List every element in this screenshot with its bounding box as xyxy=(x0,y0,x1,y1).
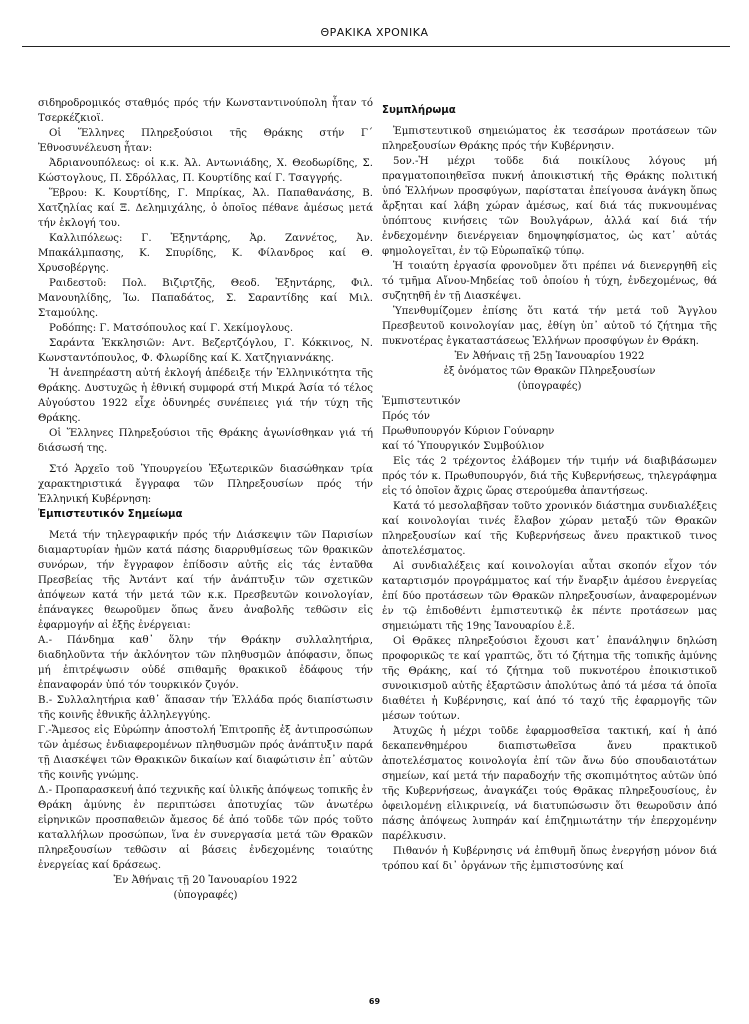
signatures-note: (ὑπογραφές) xyxy=(517,381,582,392)
paragraph: Οἱ Θρᾶκες πληρεξούσιοι ἔχουσι κατ᾿ ἐπανάληψιν δηλώση προφορικῶς τε καί γραπτῶς, ὅτι τό ζήτημα τῆς τοπικῆς ἀμύνης τῆς Θράκης, καί τό ζήτημα τοῦ πυκνοτέρου ἐποικιστικοῦ συνοικισμοῦ αὐτῆς ἐξαρτῶσιν ἀπολύτως ἀπό τά μέσα τά ὁποῖα διαθέτει ἡ Κυβέρνησις, καί ἀπό τό ταχύ τῆς ἐφαρμογῆς τῶν μέσων τούτων. xyxy=(382,636,717,722)
paragraph: Οἱ Ἕλληνες Πληρεξούσιοι τῆς Θράκης ἀγωνίσθηκαν γιά τή διάσωσή της. xyxy=(38,428,373,454)
page-number: 69 xyxy=(368,997,381,1006)
letter-addressee: καί τό Ὑπουργικόν Συμβούλιον xyxy=(382,441,545,452)
paragraph: Οἱ Ἕλληνες Πληρεξούσιοι τῆς Θράκης στήν Γ΄ Ἐθνοσυνέλευση ἦταν: xyxy=(38,128,373,154)
letter-addressee: Πρός τόν xyxy=(382,411,430,422)
signature-date: Ἐν Ἀθήναις τῇ 25ῃ Ἰανουαρίου 1922 xyxy=(454,351,645,362)
paragraph: Β.- Συλλαλητήρια καθ᾿ ἅπασαν τήν Ἑλλάδα πρός διαπίστωσιν τῆς κοινῆς ἐθνικῆς ἀλληλεγγύης. xyxy=(38,695,373,721)
paragraph: Ροδόπης: Γ. Ματσόπουλος καί Γ. Χεκίμογλους. xyxy=(49,323,294,334)
paragraph: Αἱ συνδιαλέξεις καί κοινολογίαι αὗται σκοπόν εἶχον τόν καταρτισμόν προγράμματος καί τήν ἔναρξιν ἀμέσου ἐνεργείας ἐπί δύο προτάσεων τῶν Θρακῶν πληρεξουσίων, ἀναφερομένων ἐν τῷ ἐπιδοθέντι ἐμπιστευτικῷ ἐκ πέντε προτάσεων μας σημειώματι τῆς 19ης Ἰανουαρίου ἐ.ἔ. xyxy=(382,561,717,632)
paragraph: Πιθανόν ἡ Κυβέρνησις νά ἐπιθυμῆ ὅπως ἐνεργήσῃ μόνον διά τρόπου καί δι᾿ ὀργάνων τῆς ἐμπιστοσύνης καί xyxy=(382,846,717,872)
paragraph: Ραιδεστοῦ: Πολ. Βιζιρτζῆς, Θεοδ. Ἐξηντάρης, Φιλ. Μανουηλίδης, Ἰω. Παπαδάτος, Σ. Σαραντίδης καί Μιλ. Σταμούλης. xyxy=(38,278,373,319)
paragraph: Ἀτυχῶς ἡ μέχρι τοῦδε ἐφαρμοσθεῖσα τακτική, καί ἡ ἀπό δεκαπενθημέρου διαπιστωθεῖσα ἄνευ πρακτικοῦ ἀποτελέσματος κοινολογία ἐπί τῶν ἄνω δύο σπουδαιοτάτων σημείων, καί μετά τήν παραδοχήν τῆς σκοπιμότητος αὐτῶν ὑπό τῆς Κυβερνήσεως, ἀναγκάζει τούς Θρᾶκας πληρεξουσίους, ἐν ὀφειλομένῃ εἰλικρινείᾳ, νά διατυπώσωσιν ὅτι θεωροῦσιν ἀπό πάσης ἀπόψεως λυπηράν καί ἐπιζημιωτάτην τήν ἐπερχομένην παρέλκυσιν. xyxy=(382,726,717,842)
paragraph: Ἡ τοιαύτη ἐργασία φρονοῦμεν ὅτι πρέπει νά διενεργηθῆ εἰς τό τμῆμα Αἴνου-Μηδείας τοῦ ὁποίου ἡ τύχη, ἐνδεχομένως, θά συζητηθῆ ἐν τῇ Διασκέψει. xyxy=(382,261,717,302)
paragraph: Στό Ἀρχεῖο τοῦ Ὑπουργείου Ἐξωτερικῶν διασώθηκαν τρία χαρακτηριστικά ἔγγραφα τῶν Πληρεξουσίων πρός τήν Ἑλληνική Κυβέρνηση: xyxy=(38,464,373,505)
paragraph: Κατά τό μεσολαβῆσαν τοῦτο χρονικόν διάστημα συνδιαλέξεις καί κοινολογίαι τινές ἔλαβον χώραν μεταξύ τῶν Θρακῶν πληρεξουσίων καί τῆς Κυβερνήσεως ἄνευ πρακτικοῦ τινος ἀποτελέσματος. xyxy=(382,501,717,557)
paragraph: Ἀδριανουπόλεως: οἱ κ.κ. Ἀλ. Αντωνιάδης, Χ. Θεοδωρίδης, Σ. Κώστογλους, Π. Σδρόλλας, Π. Κουρτίδης καί Γ. Τσαγγρής. xyxy=(38,158,373,184)
signature-on-behalf: ἐξ ὀνόματος τῶν Θρακῶν Πληρεξουσίων xyxy=(443,366,656,377)
signature-date: Ἐν Ἀθήναις τῇ 20 Ἰανουαρίου 1922 xyxy=(113,875,298,886)
paragraph: Μετά τήν τηλεγραφικήν πρός τήν Διάσκεψιν τῶν Παρισίων διαμαρτυρίαν ἡμῶν κατά πάσης διαρρυθμίσεως τῶν θρακικῶν συνόρων, τήν ἔγγραφον ἐπίδοσιν αὐτῆς εἰς τάς ἐνταῦθα Πρεσβείας τῆς Ἀντάντ καί τήν ἀνάπτυξιν τῶν σχετικῶν ἀπόψεων κατά τήν μετά τῶν κ.κ. Πρεσβευτῶν κοινολογίαν, ἐπάναγκες θεωροῦμεν ὅπως ἄνευ ἀναβολῆς τεθῶσιν εἰς ἐφαρμογήν αἱ ἑξῆς ἐνέργειαι: xyxy=(38,530,373,631)
signatures-note: (ὑπογραφές) xyxy=(173,890,238,901)
section-heading: Συμπλήρωμα xyxy=(382,105,456,116)
paragraph: Ἡ ἀνεπηρέαστη αὐτή ἐκλογή ἀπέδειξε τήν Ἑλληνικότητα τῆς Θράκης. Δυστυχῶς ἡ ἐθνική συμφορά στή Μικρά Ἀσία τό τέλος Αὐγούστου 1922 εἶχε ὀδυνηρές συνέπειες γιά τήν τύχη τῆς Θράκης. xyxy=(38,368,373,424)
paragraph: Καλλιπόλεως: Γ. Ἐξηντάρης, Ἀρ. Ζαννέτος, Ἀν. Μπακάλμπασης, Κ. Σπυρίδης, Κ. Φίλανδρος καί Θ. Χρυσοβέργης. xyxy=(38,233,373,274)
paragraph: σιδηροδρομικός σταθμός πρός τήν Κωνσταντινούπολη ἦταν τό Τσερκέζκιοϊ. xyxy=(38,98,373,124)
paragraph: Ἕβρου: Κ. Κουρτίδης, Γ. Μπρίκας, Ἀλ. Παπαθανάσης, Β. Χατζηλίας καί Ξ. Δελημιχάλης, ὁ ὁποῖος πέθανε ἀμέσως μετά τήν ἐκλογή του. xyxy=(38,188,373,229)
paragraph: Α.- Πάνδημα καθ᾿ ὅλην τήν Θράκην συλλαλητήρια, διαδηλοῦντα τήν ἀκλόνητον τῶν πληθυσμῶν ἀπόφασιν, ὅπως μή ἐπιτρέψωσιν οὐδέ σπιθαμῆς θρακικοῦ ἐδάφους τήν ἐπαναφοράν ὑπό τόν τουρκικόν ζυγόν. xyxy=(38,635,373,691)
letter-label: Ἐμπιστευτικόν xyxy=(382,396,461,407)
section-heading: Ἐμπιστευτικόν Σημείωμα xyxy=(38,509,183,520)
paragraph: Εἰς τάς 2 τρέχοντος ἐλάβομεν τήν τιμήν νά διαβιβάσωμεν πρός τόν κ. Πρωθυπουργόν, διά τῆς Κυβερνήσεως, τηλεγράφημα εἰς τό ὁποῖον ἄχρις ὥρας στερούμεθα ἀπαντήσεως. xyxy=(382,456,717,497)
paragraph: Σαράντα Ἐκκλησιῶν: Αντ. Βεζερτζόγλου, Γ. Κόκκινος, Ν. Κωνσταντόπουλος, Φ. Φλωρίδης καί Κ. Χατζηγιαννάκης. xyxy=(38,338,373,364)
paragraph: Ὑπενθυμίζομεν ἐπίσης ὅτι κατά τήν μετά τοῦ Ἄγγλου Πρεσβευτοῦ κοινολογίαν μας, ἐθίγη ὑπ᾿ αὐτοῦ τό ζήτημα τῆς πυκνοτέρας ἐγκαταστάσεως Ἑλλήνων προσφύγων ἐν Θράκη. xyxy=(382,306,717,347)
right-column xyxy=(382,103,717,874)
letter-addressee: Πρωθυπουργόν Κύριον Γούναρην xyxy=(382,426,555,437)
running-header: ΘΡΑΚΙΚΑ ΧΡΟΝΙΚΑ xyxy=(320,26,429,39)
left-column xyxy=(38,96,373,903)
paragraph: Γ.-Ἄμεσος εἰς Εὐρώπην ἀποστολή Ἐπιτροπῆς ἐξ ἀντιπροσώπων τῶν ἀμέσως ἐνδιαφερομένων πληθυσμῶν πρός ἀνάπτυξιν παρά τῇ Διασκέψει τῶν Θρακικῶν δικαίων καί διαφώτισιν ἐπ᾿ αὐτῶν τῆς κοινῆς γνώμης. xyxy=(38,725,373,781)
paragraph: 5ον.-Ἡ μέχρι τοῦδε διά ποικίλους λόγους μή πραγματοποιηθεῖσα πυκνή ἀποικιστική τῆς Θράκης πολιτική ὑπό Ἑλλήνων προσφύγων, παρίσταται ἐπείγουσα ἀνάγκη ὅπως ἄρξηται καί λάβη χώραν ἀμέσως, καί διά τάς πυκνουμένας ὑπόπτους κινήσεις τῶν Βουλγάρων, ἀλλά καί διά τήν ἐνδεχομένην διενέργειαν δημοψηφίσματος, ὡς κατ᾿ αὐτάς φημολογεῖται, ἐν τῷ Εὐρωπαϊκῷ τύπῳ. xyxy=(382,156,717,257)
paragraph: Ἐμπιστευτικοῦ σημειώματος ἐκ τεσσάρων προτάσεων τῶν πληρεξουσίων Θράκης πρός τήν Κυβέρνησιν. xyxy=(382,126,717,152)
header-rule xyxy=(22,46,730,47)
paragraph: Δ.- Προπαρασκευή ἀπό τεχνικῆς καί ὑλικῆς ἀπόψεως τοπικῆς ἐν Θράκη ἀμύνης ἐν περιπτώσει ἀποτυχίας τῶν ἀνωτέρω εἰρηνικῶν προσπαθειῶν ἄμεσος δέ ἀπό τοῦδε τῶν πρός τοῦτο καταλλήλων προσώπων, ἵνα ἐν συνεργασία μετά τῶν Θρακῶν πληρεξουσίων τεθῶσιν αἱ βάσεις ἐνδεχομένης τοιαύτης ἐνεργείας καί δράσεως. xyxy=(38,785,373,871)
